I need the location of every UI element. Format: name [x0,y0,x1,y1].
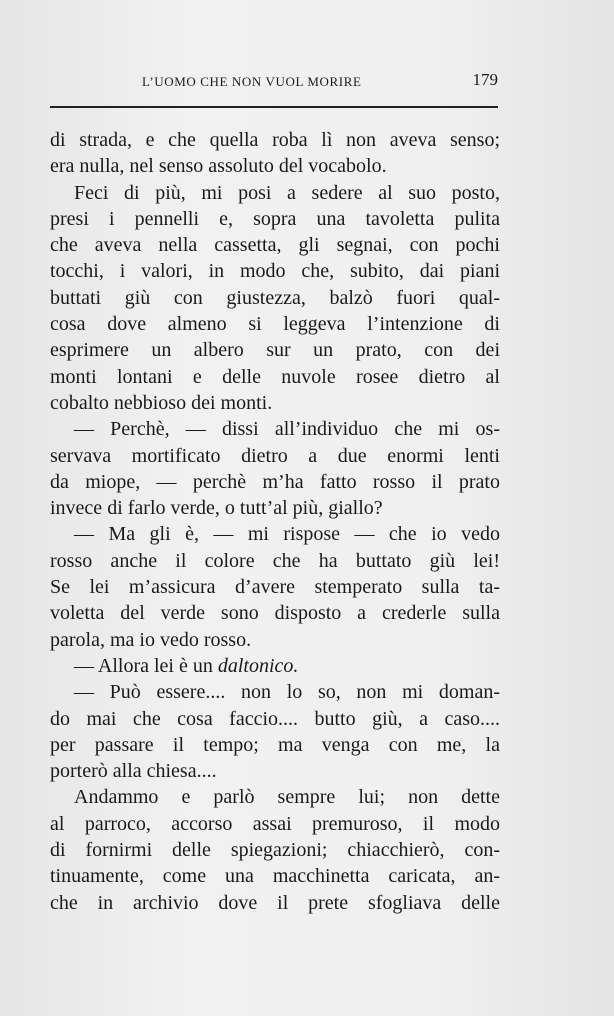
text-line: tocchi, i valori, in modo che, subito, dai piani [50,260,500,283]
text-line: Andammo e parlò sempre lui; non dette [74,786,500,809]
text-line: di fornirmi delle spiegazioni; chiacchierò, con- [50,839,500,862]
page-header [50,66,498,96]
text-line: da miope, — perchè m’ha fatto rosso il prato [50,470,500,493]
page-number: 179 [472,70,498,89]
body-text [50,127,500,916]
text-line: esprimere un albero sur un prato, con dei [50,339,500,362]
text-line: Feci di più, mi posi a sedere al suo posto, [74,181,500,204]
text-line: buttati giù con giustezza, balzò fuori qual- [50,286,500,309]
text-line: era nulla, nel senso assoluto del vocabolo. [50,155,387,178]
text-line: invece di farlo verde, o tutt’al più, giallo? [50,497,383,520]
text-line [50,653,500,679]
text-line: — Può essere.... non lo so, non mi doman- [74,681,500,704]
text-line: presi i pennelli e, sopra una tavoletta pulita [50,207,500,230]
text-line: — Ma gli è, — mi rispose — che io vedo [74,523,500,546]
text-line: al parroco, accorso assai premuroso, il modo [50,812,500,835]
text-line: servava mortificato dietro a due enormi lenti [50,444,500,467]
text-line: cosa dove almeno si leggeva l’intenzione di [50,313,500,336]
text-line: di strada, e che quella roba lì non aveva senso; [50,129,500,151]
text-line: Se lei m’assicura d’avere stemperato sulla ta- [50,576,500,599]
text-line: che aveva nella cassetta, gli segnai, con pochi [50,234,500,257]
running-title: L’UOMO CHE NON VUOL MORIRE [142,74,362,89]
text-line: parola, ma io vedo rosso. [50,628,252,651]
text-line: — Perchè, — dissi all’individuo che mi os- [74,418,500,441]
text-line: tinuamente, come una macchinetta caricata, an- [50,865,500,888]
text-line: monti lontani e delle nuvole rosee dietro al [50,365,500,388]
text-line: do mai che cosa faccio.... butto giù, a caso.... [50,707,500,730]
text-line: voletta del verde sono disposto a crederle sulla [50,602,500,625]
text-line: cobalto nebbioso dei monti. [50,391,273,414]
text-line: rosso anche il colore che ha buttato giù lei! [50,549,500,572]
text-span: — Allora lei è un [74,654,218,677]
header-rule [50,106,498,108]
italic-word: daltonico. [217,654,299,677]
text-line: porterò alla chiesa.... [50,760,217,783]
text-line: per passare il tempo; ma venga con me, la [50,733,500,756]
text-line: che in archivio dove il prete sfogliava delle [50,891,500,914]
